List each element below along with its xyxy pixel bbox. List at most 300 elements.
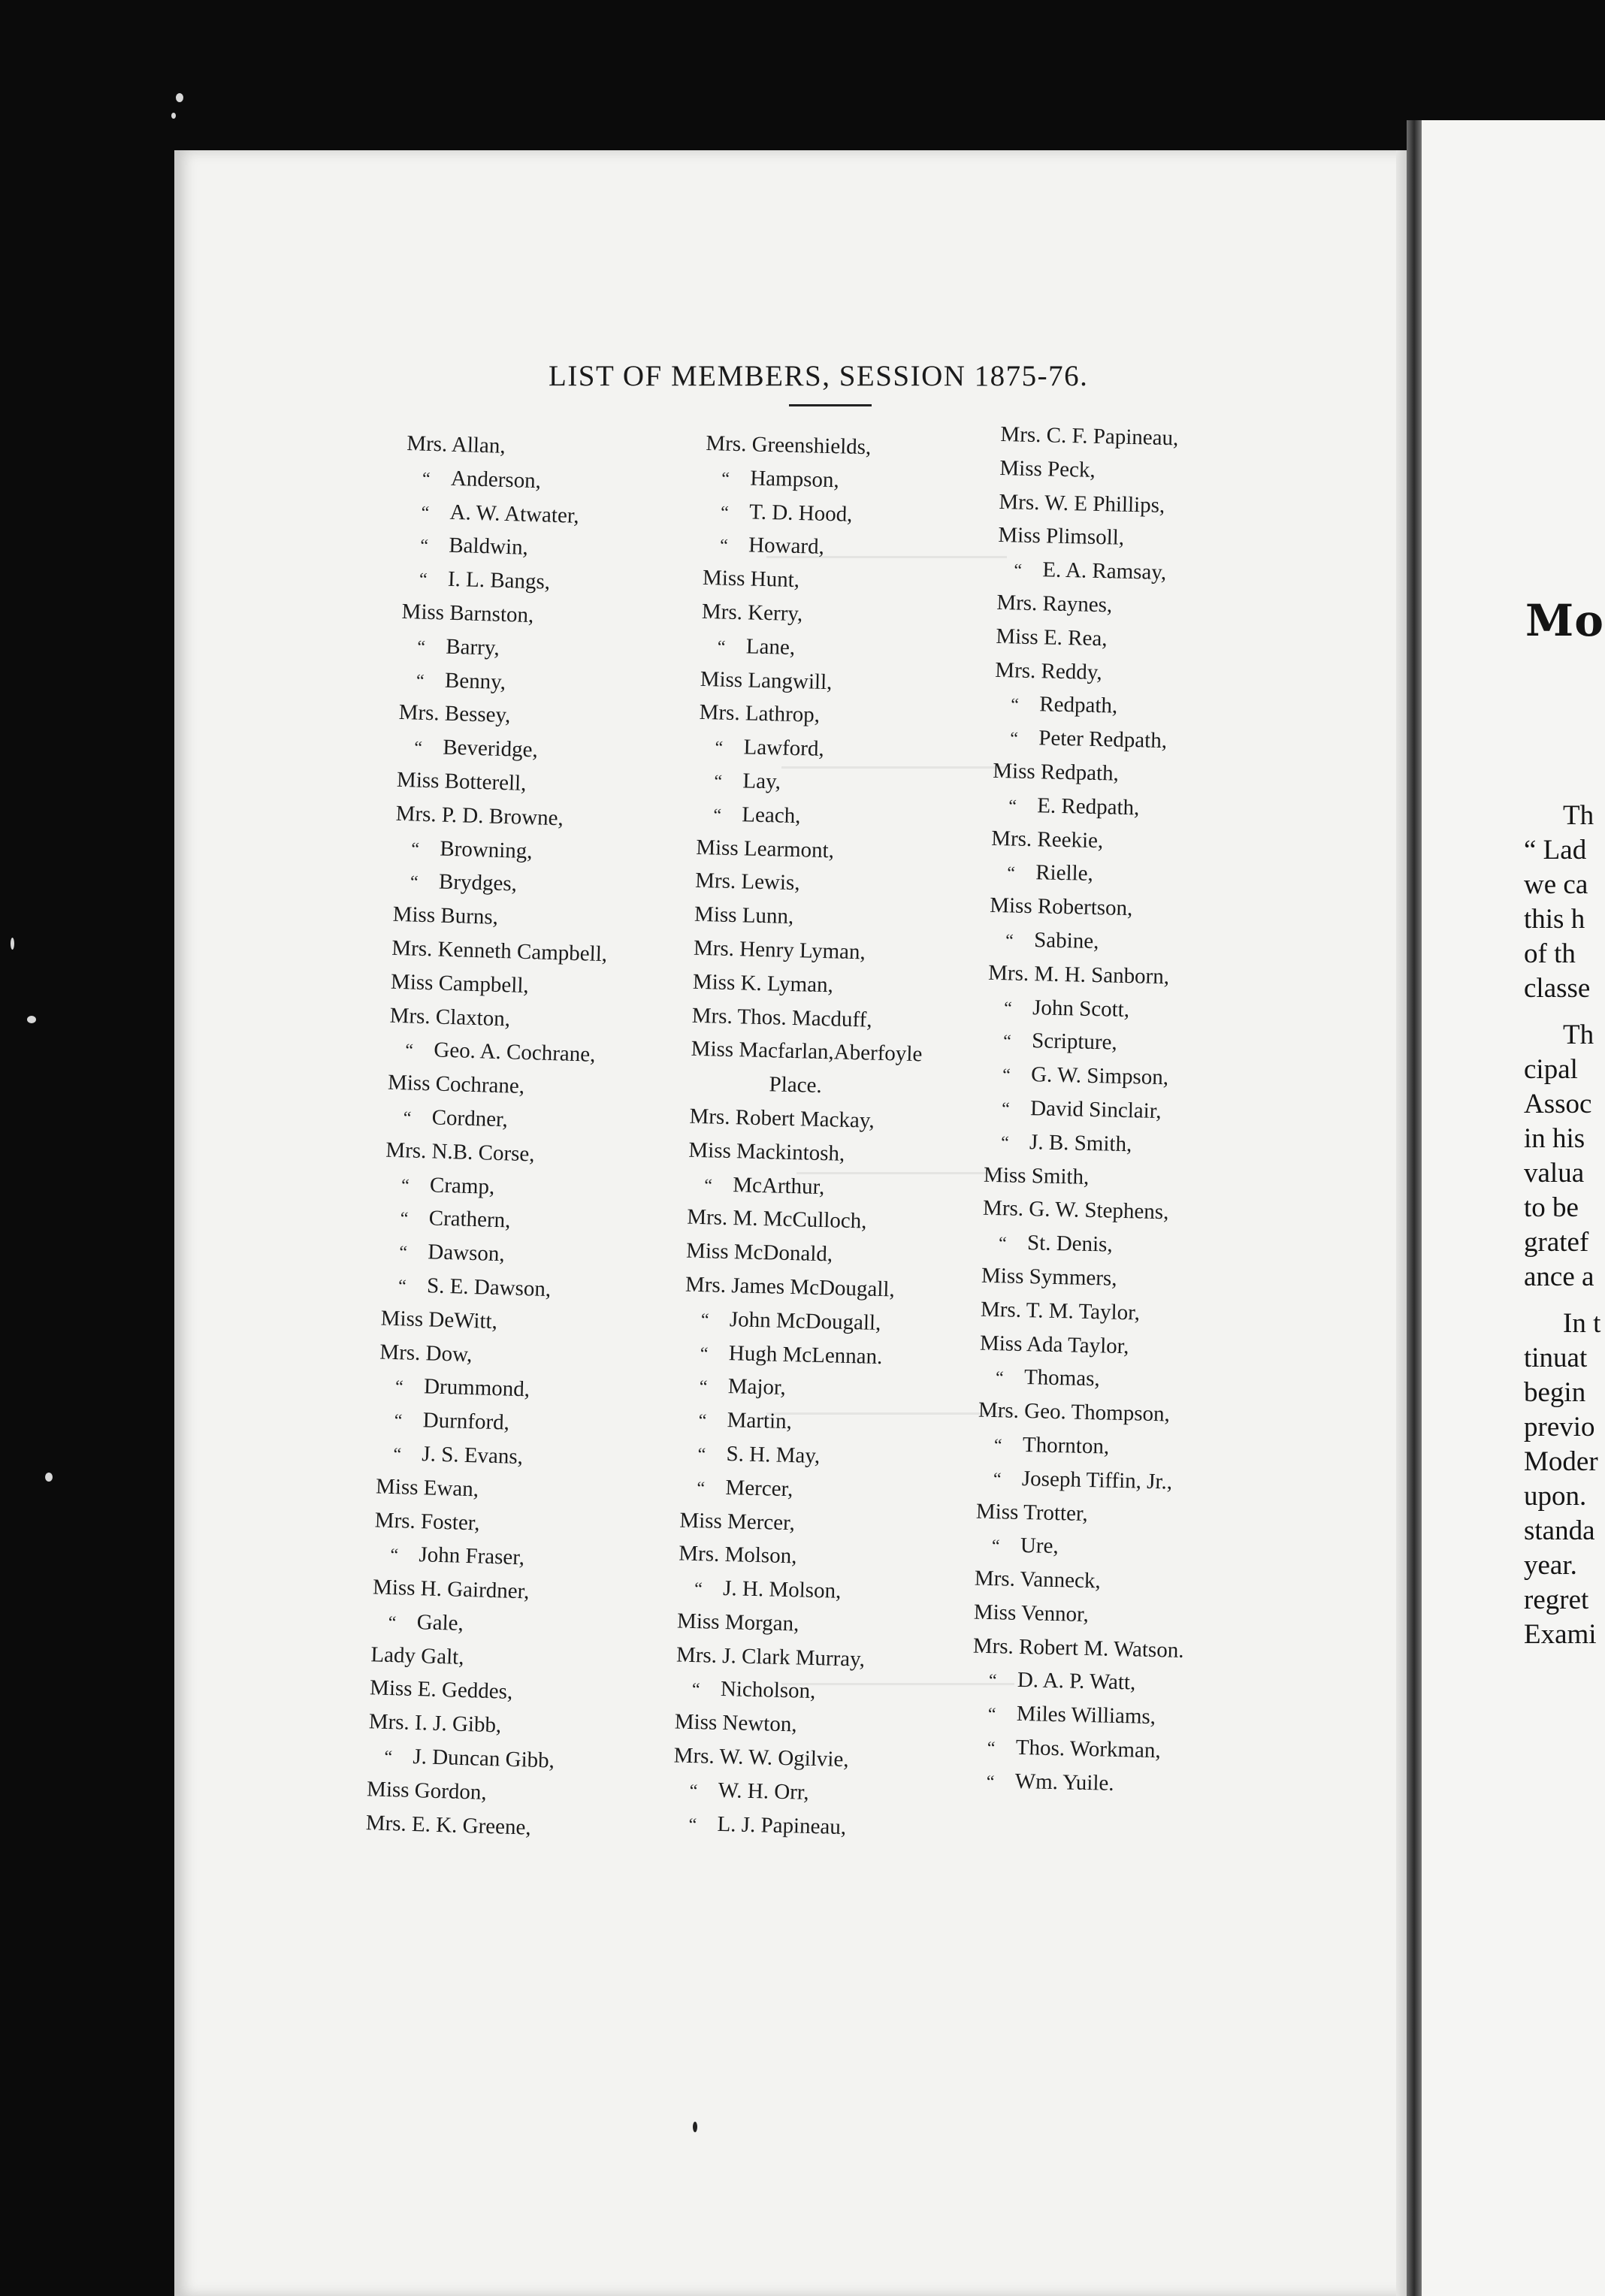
member-entry xyxy=(987,1023,1198,1062)
member-name: Gale, xyxy=(416,1609,464,1636)
member-name: Mrs. Raynes, xyxy=(996,590,1113,618)
ditto-mark: “ xyxy=(697,1445,706,1465)
ditto-mark: “ xyxy=(699,1377,708,1397)
member-name: Mrs. N.B. Corse, xyxy=(385,1137,535,1167)
member-entry xyxy=(998,518,1210,557)
member-name: Mrs. I. J. Gibb, xyxy=(368,1709,502,1738)
member-entry xyxy=(988,956,1200,995)
member-entry xyxy=(995,653,1207,691)
member-name: St. Denis, xyxy=(1026,1231,1114,1257)
member-name: S. H. May, xyxy=(726,1441,821,1469)
ditto-mark: “ xyxy=(691,1680,700,1700)
ditto-mark: “ xyxy=(398,1243,408,1263)
member-entry xyxy=(982,1225,1194,1264)
member-name: Mrs. Reddy, xyxy=(995,657,1103,684)
member-entry xyxy=(689,1100,921,1139)
member-name: Brydges, xyxy=(438,869,518,896)
member-entry xyxy=(986,1057,1198,1095)
member-entry xyxy=(994,687,1206,725)
member-name: McArthur, xyxy=(732,1172,825,1199)
member-name: Miss Mercer, xyxy=(679,1508,796,1535)
member-name: Miss Ewan, xyxy=(375,1474,479,1502)
right-page-line: upon. xyxy=(1524,1481,1587,1512)
member-name: Mrs. Thos. Macduff, xyxy=(691,1003,872,1032)
member-entry xyxy=(972,1629,1184,1667)
right-page-line: Th xyxy=(1563,800,1594,831)
ditto-mark: “ xyxy=(988,1671,997,1691)
member-name: Miss Mackintosh, xyxy=(688,1137,845,1166)
member-entry xyxy=(979,1360,1191,1398)
member-entry xyxy=(983,1192,1195,1230)
member-name: Miss Vennor, xyxy=(973,1600,1090,1627)
member-entry xyxy=(680,1470,912,1509)
member-name: E. Redpath, xyxy=(1036,793,1140,820)
right-page-line: year. xyxy=(1524,1550,1577,1581)
member-name: Miss DeWitt, xyxy=(380,1306,498,1334)
ditto-mark: “ xyxy=(1000,1132,1010,1153)
ditto-mark: “ xyxy=(719,536,729,557)
member-entry xyxy=(701,595,933,634)
member-name: Place. xyxy=(769,1072,823,1098)
member-entry xyxy=(679,1537,911,1576)
ditto-mark: “ xyxy=(422,469,431,489)
member-name: J. B. Smith, xyxy=(1029,1129,1132,1156)
member-entry xyxy=(695,864,927,903)
member-name: Major, xyxy=(727,1374,787,1400)
member-entry xyxy=(678,1571,910,1610)
dust-speck xyxy=(693,2122,697,2132)
right-page-line: valua xyxy=(1524,1158,1585,1189)
member-name: Beveridge, xyxy=(442,735,539,763)
member-name: Miss Learmont, xyxy=(695,835,835,863)
member-name: Miss K. Lyman, xyxy=(692,969,834,998)
member-name: Drummond, xyxy=(423,1374,530,1402)
member-entry xyxy=(976,1461,1188,1499)
ditto-mark: “ xyxy=(721,469,730,489)
ditto-mark: “ xyxy=(697,1478,706,1499)
ditto-mark: “ xyxy=(713,805,722,826)
member-name: John Fraser, xyxy=(418,1542,525,1570)
member-entry xyxy=(381,1267,597,1307)
member-name: Miss Newton, xyxy=(674,1709,797,1737)
ditto-mark: “ xyxy=(1002,1065,1011,1086)
member-entry xyxy=(375,1470,591,1509)
member-entry xyxy=(688,1133,920,1172)
member-entry xyxy=(400,629,617,669)
ditto-mark: “ xyxy=(1014,560,1023,581)
member-entry xyxy=(376,1436,593,1476)
member-name: Geo. A. Cochrane, xyxy=(433,1038,596,1068)
member-column-1 xyxy=(365,427,622,1846)
member-name: Cramp, xyxy=(429,1172,495,1199)
member-name: Lawford, xyxy=(743,735,825,762)
member-name: Hugh McLennan. xyxy=(728,1340,883,1369)
member-entry xyxy=(694,898,926,937)
member-name: Mrs. James McDougall, xyxy=(685,1272,896,1302)
member-name: J. H. Molson, xyxy=(722,1576,842,1603)
member-entry xyxy=(996,586,1208,624)
member-entry xyxy=(696,830,928,869)
member-entry xyxy=(705,461,937,500)
member-name: Nicholson, xyxy=(720,1677,816,1704)
member-entry xyxy=(674,1705,906,1745)
member-name: Miss Morgan, xyxy=(676,1609,799,1636)
member-name: Wm. Yuile. xyxy=(1014,1769,1114,1796)
member-name: Sabine, xyxy=(1033,928,1099,954)
member-name: Ure, xyxy=(1020,1533,1059,1559)
member-name: Redpath, xyxy=(1038,692,1118,718)
member-name: Scripture, xyxy=(1031,1029,1118,1056)
ditto-mark: “ xyxy=(991,1536,1000,1557)
member-entry xyxy=(703,527,935,566)
member-name: Mrs. Robert M. Watson. xyxy=(972,1633,1184,1663)
member-name: Mrs. T. M. Taylor, xyxy=(980,1297,1141,1325)
ditto-mark: “ xyxy=(698,1411,707,1431)
member-entry xyxy=(978,1394,1190,1432)
member-name: Hampson, xyxy=(749,466,840,493)
member-name: Mrs. Greenshields, xyxy=(706,430,872,460)
right-page-line: of th xyxy=(1524,938,1576,969)
member-entry xyxy=(987,989,1199,1028)
member-entry xyxy=(676,1638,908,1677)
member-name: Mrs. C. F. Papineau, xyxy=(1000,421,1179,451)
member-name: Miss Cochrane, xyxy=(387,1070,525,1099)
ditto-mark: “ xyxy=(1005,931,1014,951)
ditto-mark: “ xyxy=(394,1377,404,1397)
member-entry xyxy=(999,485,1211,524)
member-entry xyxy=(997,552,1209,591)
member-name: Mrs. W. E Phillips, xyxy=(999,489,1165,518)
right-page-line: standa xyxy=(1524,1515,1595,1546)
member-name: Mrs. Allan, xyxy=(406,430,506,458)
member-name: A. W. Atwater, xyxy=(449,500,580,528)
member-entry xyxy=(697,763,929,802)
member-name: Thomas, xyxy=(1023,1365,1101,1391)
member-name: Miss Langwill, xyxy=(700,666,833,694)
right-page-heading-fragment: Mo xyxy=(1525,595,1604,646)
member-name: J. S. Evans, xyxy=(421,1442,524,1470)
member-name: Mrs. W. W. Ogilvie, xyxy=(673,1743,849,1772)
member-entry xyxy=(673,1772,905,1811)
ditto-mark: “ xyxy=(720,503,730,523)
page-title: LIST OF MEMBERS, SESSION 1875-76. xyxy=(549,360,1089,392)
member-name: Lay, xyxy=(742,769,781,794)
dust-speck xyxy=(176,93,183,102)
ditto-mark: “ xyxy=(700,1310,709,1331)
dust-speck xyxy=(171,113,176,119)
member-entry xyxy=(367,1772,583,1812)
member-entry xyxy=(683,1335,915,1374)
ditto-mark: “ xyxy=(421,503,430,523)
member-name: Miss Ada Taylor, xyxy=(979,1331,1129,1358)
dust-speck xyxy=(27,1016,36,1023)
member-name: Mrs. P. D. Browne, xyxy=(395,801,564,831)
member-entry xyxy=(975,1528,1186,1566)
ditto-mark: “ xyxy=(419,569,428,591)
member-entry xyxy=(385,1133,602,1173)
member-entry xyxy=(684,1301,916,1340)
member-name: Mrs. Lewis, xyxy=(694,869,800,896)
member-name: Miss E. Rea, xyxy=(996,624,1108,651)
member-entry xyxy=(706,427,938,466)
member-entry xyxy=(687,1201,919,1240)
member-entry xyxy=(984,1158,1195,1196)
ditto-mark: “ xyxy=(986,1772,995,1793)
right-page-line: regret xyxy=(1524,1585,1589,1615)
member-name: T. D. Hood, xyxy=(748,500,853,527)
member-entry xyxy=(973,1595,1185,1633)
member-entry xyxy=(990,855,1202,893)
member-name: Anderson, xyxy=(450,466,542,494)
member-entry xyxy=(985,1091,1197,1129)
member-name: Mrs. M. McCulloch, xyxy=(686,1205,867,1234)
member-name: Mrs. Foster, xyxy=(374,1507,481,1536)
member-name: Miss Lunn, xyxy=(694,902,794,929)
right-page-line: In t xyxy=(1563,1308,1601,1339)
ditto-mark: “ xyxy=(400,1175,410,1196)
member-name: Miss Plimsoll, xyxy=(998,523,1125,551)
right-page-line: cipal xyxy=(1524,1054,1578,1085)
member-name: Dawson, xyxy=(427,1240,506,1267)
member-entry xyxy=(989,923,1201,961)
ditto-mark: “ xyxy=(413,738,423,758)
member-entry xyxy=(693,932,925,971)
member-entry xyxy=(681,1437,913,1476)
member-name: Mrs. Molson, xyxy=(678,1541,797,1569)
ditto-mark: “ xyxy=(397,1276,407,1297)
member-entry xyxy=(704,494,936,533)
ditto-mark: “ xyxy=(416,637,426,657)
member-name: Miss Barnston, xyxy=(401,599,534,628)
ditto-mark: “ xyxy=(704,1175,713,1196)
member-name: Mrs. Claxton, xyxy=(389,1003,511,1031)
member-entry xyxy=(395,797,612,837)
member-name: Miss Trotter, xyxy=(975,1499,1089,1526)
member-entry xyxy=(993,754,1205,793)
member-entry xyxy=(685,1268,917,1307)
member-name: Mrs. Bessey, xyxy=(398,700,511,728)
member-entry xyxy=(691,998,923,1038)
ditto-mark: “ xyxy=(715,738,724,758)
ditto-mark: “ xyxy=(694,1579,703,1600)
member-entry xyxy=(390,965,606,1005)
member-entry xyxy=(996,620,1208,658)
member-entry xyxy=(688,1167,920,1206)
member-entry xyxy=(682,1403,914,1442)
member-name: Cordner, xyxy=(431,1105,509,1132)
member-entry xyxy=(690,1066,922,1105)
ditto-mark: “ xyxy=(987,1705,996,1725)
member-entry xyxy=(700,662,932,701)
member-name: Barry, xyxy=(445,634,500,660)
ditto-mark: “ xyxy=(404,1041,414,1061)
right-page-line: previo xyxy=(1524,1412,1595,1443)
member-name: Miss Campbell, xyxy=(390,969,530,998)
member-name: Durnford, xyxy=(422,1408,510,1435)
member-entry xyxy=(677,1604,909,1643)
member-entry xyxy=(974,1562,1186,1600)
member-name: Martin, xyxy=(727,1408,793,1434)
member-name: Mrs. Vanneck, xyxy=(974,1566,1102,1594)
ditto-mark: “ xyxy=(410,838,420,859)
member-name: Mrs. Geo. Thompson, xyxy=(978,1397,1171,1427)
right-page-line: “ Lad xyxy=(1524,835,1587,866)
member-entry xyxy=(999,452,1211,490)
ditto-mark: “ xyxy=(394,1411,403,1431)
right-page-line: Th xyxy=(1563,1020,1594,1050)
member-name: Mrs. Lathrop, xyxy=(699,700,821,728)
member-name: Baldwin, xyxy=(448,533,529,560)
member-name: Leach, xyxy=(742,802,801,828)
right-page-line: to be xyxy=(1524,1192,1579,1223)
member-name: Miss Smith, xyxy=(983,1162,1090,1189)
member-name: Mrs. M. H. Sanborn, xyxy=(987,960,1170,989)
dust-speck xyxy=(11,938,14,950)
member-entry xyxy=(981,1259,1193,1298)
member-name: Thornton, xyxy=(1022,1432,1110,1459)
member-name: Mrs. J. Clark Murray, xyxy=(676,1642,866,1672)
right-page-line: in his xyxy=(1524,1123,1585,1154)
member-entry xyxy=(365,1806,582,1846)
member-entry xyxy=(699,696,931,735)
ditto-mark: “ xyxy=(993,1436,1002,1456)
member-name: Lane, xyxy=(745,634,796,660)
member-name: Mrs. Kerry, xyxy=(701,599,803,627)
member-name: Miss Redpath, xyxy=(992,758,1120,786)
member-name: Joseph Tiffin, Jr., xyxy=(1021,1466,1173,1494)
member-entry xyxy=(679,1503,911,1542)
member-entry xyxy=(991,821,1203,859)
member-entry xyxy=(371,1604,588,1644)
member-entry xyxy=(386,1100,603,1140)
member-entry xyxy=(391,932,608,971)
member-name: Browning, xyxy=(439,836,533,863)
ditto-mark: “ xyxy=(1002,1032,1012,1052)
member-entry xyxy=(972,1663,1183,1701)
member-entry xyxy=(700,629,932,668)
member-entry xyxy=(970,1730,1182,1769)
member-name: L. J. Papineau, xyxy=(717,1811,847,1839)
member-name: Crathern, xyxy=(428,1206,511,1233)
member-name: John McDougall, xyxy=(729,1307,881,1335)
member-name: Miss Hunt, xyxy=(702,566,800,593)
right-page-line: tinuat xyxy=(1524,1343,1588,1373)
right-page-line: Exami xyxy=(1524,1619,1597,1650)
ditto-mark: “ xyxy=(717,637,726,657)
member-name: John Scott, xyxy=(1032,995,1130,1022)
ditto-mark: “ xyxy=(393,1444,402,1465)
ditto-mark: “ xyxy=(384,1747,393,1768)
right-page-line: we ca xyxy=(1524,869,1588,900)
member-entry xyxy=(980,1326,1192,1364)
member-name: Lady Galt, xyxy=(370,1642,464,1669)
member-name: Thos. Workman, xyxy=(1015,1735,1162,1763)
member-entry xyxy=(405,461,621,500)
member-name: Miss Burns, xyxy=(392,902,499,930)
right-page-line: Moder xyxy=(1524,1446,1598,1477)
member-entry xyxy=(971,1696,1183,1735)
member-name: Mrs. Robert Mackay, xyxy=(689,1104,875,1133)
ditto-mark: “ xyxy=(403,1108,412,1128)
ditto-mark: “ xyxy=(1003,998,1013,1019)
member-entry xyxy=(981,1292,1192,1331)
right-page-line: this h xyxy=(1524,904,1585,935)
member-name: Mrs. E. K. Greene, xyxy=(365,1810,532,1840)
member-name: Howard, xyxy=(748,533,825,560)
member-entry xyxy=(992,788,1204,826)
member-name: D. A. P. Watt, xyxy=(1017,1668,1136,1695)
ditto-mark: “ xyxy=(1008,796,1017,817)
member-name: W. H. Orr, xyxy=(718,1778,810,1805)
member-name: Miss Symmers, xyxy=(981,1263,1117,1291)
member-entry xyxy=(675,1672,907,1711)
member-name: G. W. Simpson, xyxy=(1030,1062,1169,1090)
member-name: Miss Gordon, xyxy=(366,1777,488,1805)
member-name: Mercer, xyxy=(725,1475,793,1501)
member-name: Mrs. G. W. Stephens, xyxy=(982,1196,1169,1225)
title-rule xyxy=(789,404,872,406)
ditto-mark: “ xyxy=(1006,863,1016,884)
ditto-mark: “ xyxy=(1011,695,1020,716)
member-name: Miss Botterell, xyxy=(396,767,527,796)
member-name: Miss Peck, xyxy=(999,455,1096,482)
member-entry xyxy=(682,1369,914,1408)
member-name: Mrs. Kenneth Campbell, xyxy=(391,935,608,967)
member-entry xyxy=(1000,418,1212,456)
dust-speck xyxy=(45,1473,53,1482)
ditto-mark: “ xyxy=(714,772,723,792)
ditto-mark: “ xyxy=(995,1368,1004,1388)
ditto-mark: “ xyxy=(1001,1099,1011,1119)
right-page-line: Assoc xyxy=(1524,1089,1592,1119)
member-name: Mrs. Reekie, xyxy=(990,826,1104,853)
right-page-line: classe xyxy=(1524,973,1591,1004)
member-entry xyxy=(672,1806,904,1845)
ditto-mark: “ xyxy=(987,1739,996,1759)
book-gutter xyxy=(1407,120,1422,2296)
right-page-line: begin xyxy=(1524,1377,1586,1408)
member-entry xyxy=(698,730,930,769)
member-entry xyxy=(380,1301,597,1341)
member-entry xyxy=(977,1427,1189,1466)
member-name: J. Duncan Gibb, xyxy=(413,1745,555,1773)
member-entry xyxy=(975,1494,1187,1533)
member-entry xyxy=(703,561,935,600)
member-name: Miss Robertson, xyxy=(989,893,1133,921)
member-entry xyxy=(692,965,924,1005)
member-entry xyxy=(697,797,929,836)
member-name: Mrs. Henry Lyman, xyxy=(693,935,866,965)
member-name: Miss Macfarlan,Aberfoyle xyxy=(691,1037,923,1067)
member-entry xyxy=(984,1124,1196,1162)
member-name: Rielle, xyxy=(1035,860,1094,887)
ditto-mark: “ xyxy=(410,872,419,893)
member-name: Miss E. Geddes, xyxy=(369,1675,513,1705)
member-column-2 xyxy=(672,427,938,1845)
member-name: Mrs. Dow, xyxy=(379,1339,473,1367)
member-column-3 xyxy=(969,418,1211,1802)
ditto-mark: “ xyxy=(700,1343,709,1364)
ditto-mark: “ xyxy=(388,1612,397,1633)
member-entry xyxy=(686,1234,918,1273)
ditto-mark: “ xyxy=(419,536,429,557)
member-entry xyxy=(673,1739,905,1778)
member-name: S. E. Dawson, xyxy=(426,1273,552,1302)
ditto-mark: “ xyxy=(998,1234,1008,1254)
ditto-mark: “ xyxy=(400,1209,409,1229)
member-name: Peter Redpath, xyxy=(1038,726,1168,754)
ditto-mark: “ xyxy=(688,1814,697,1835)
